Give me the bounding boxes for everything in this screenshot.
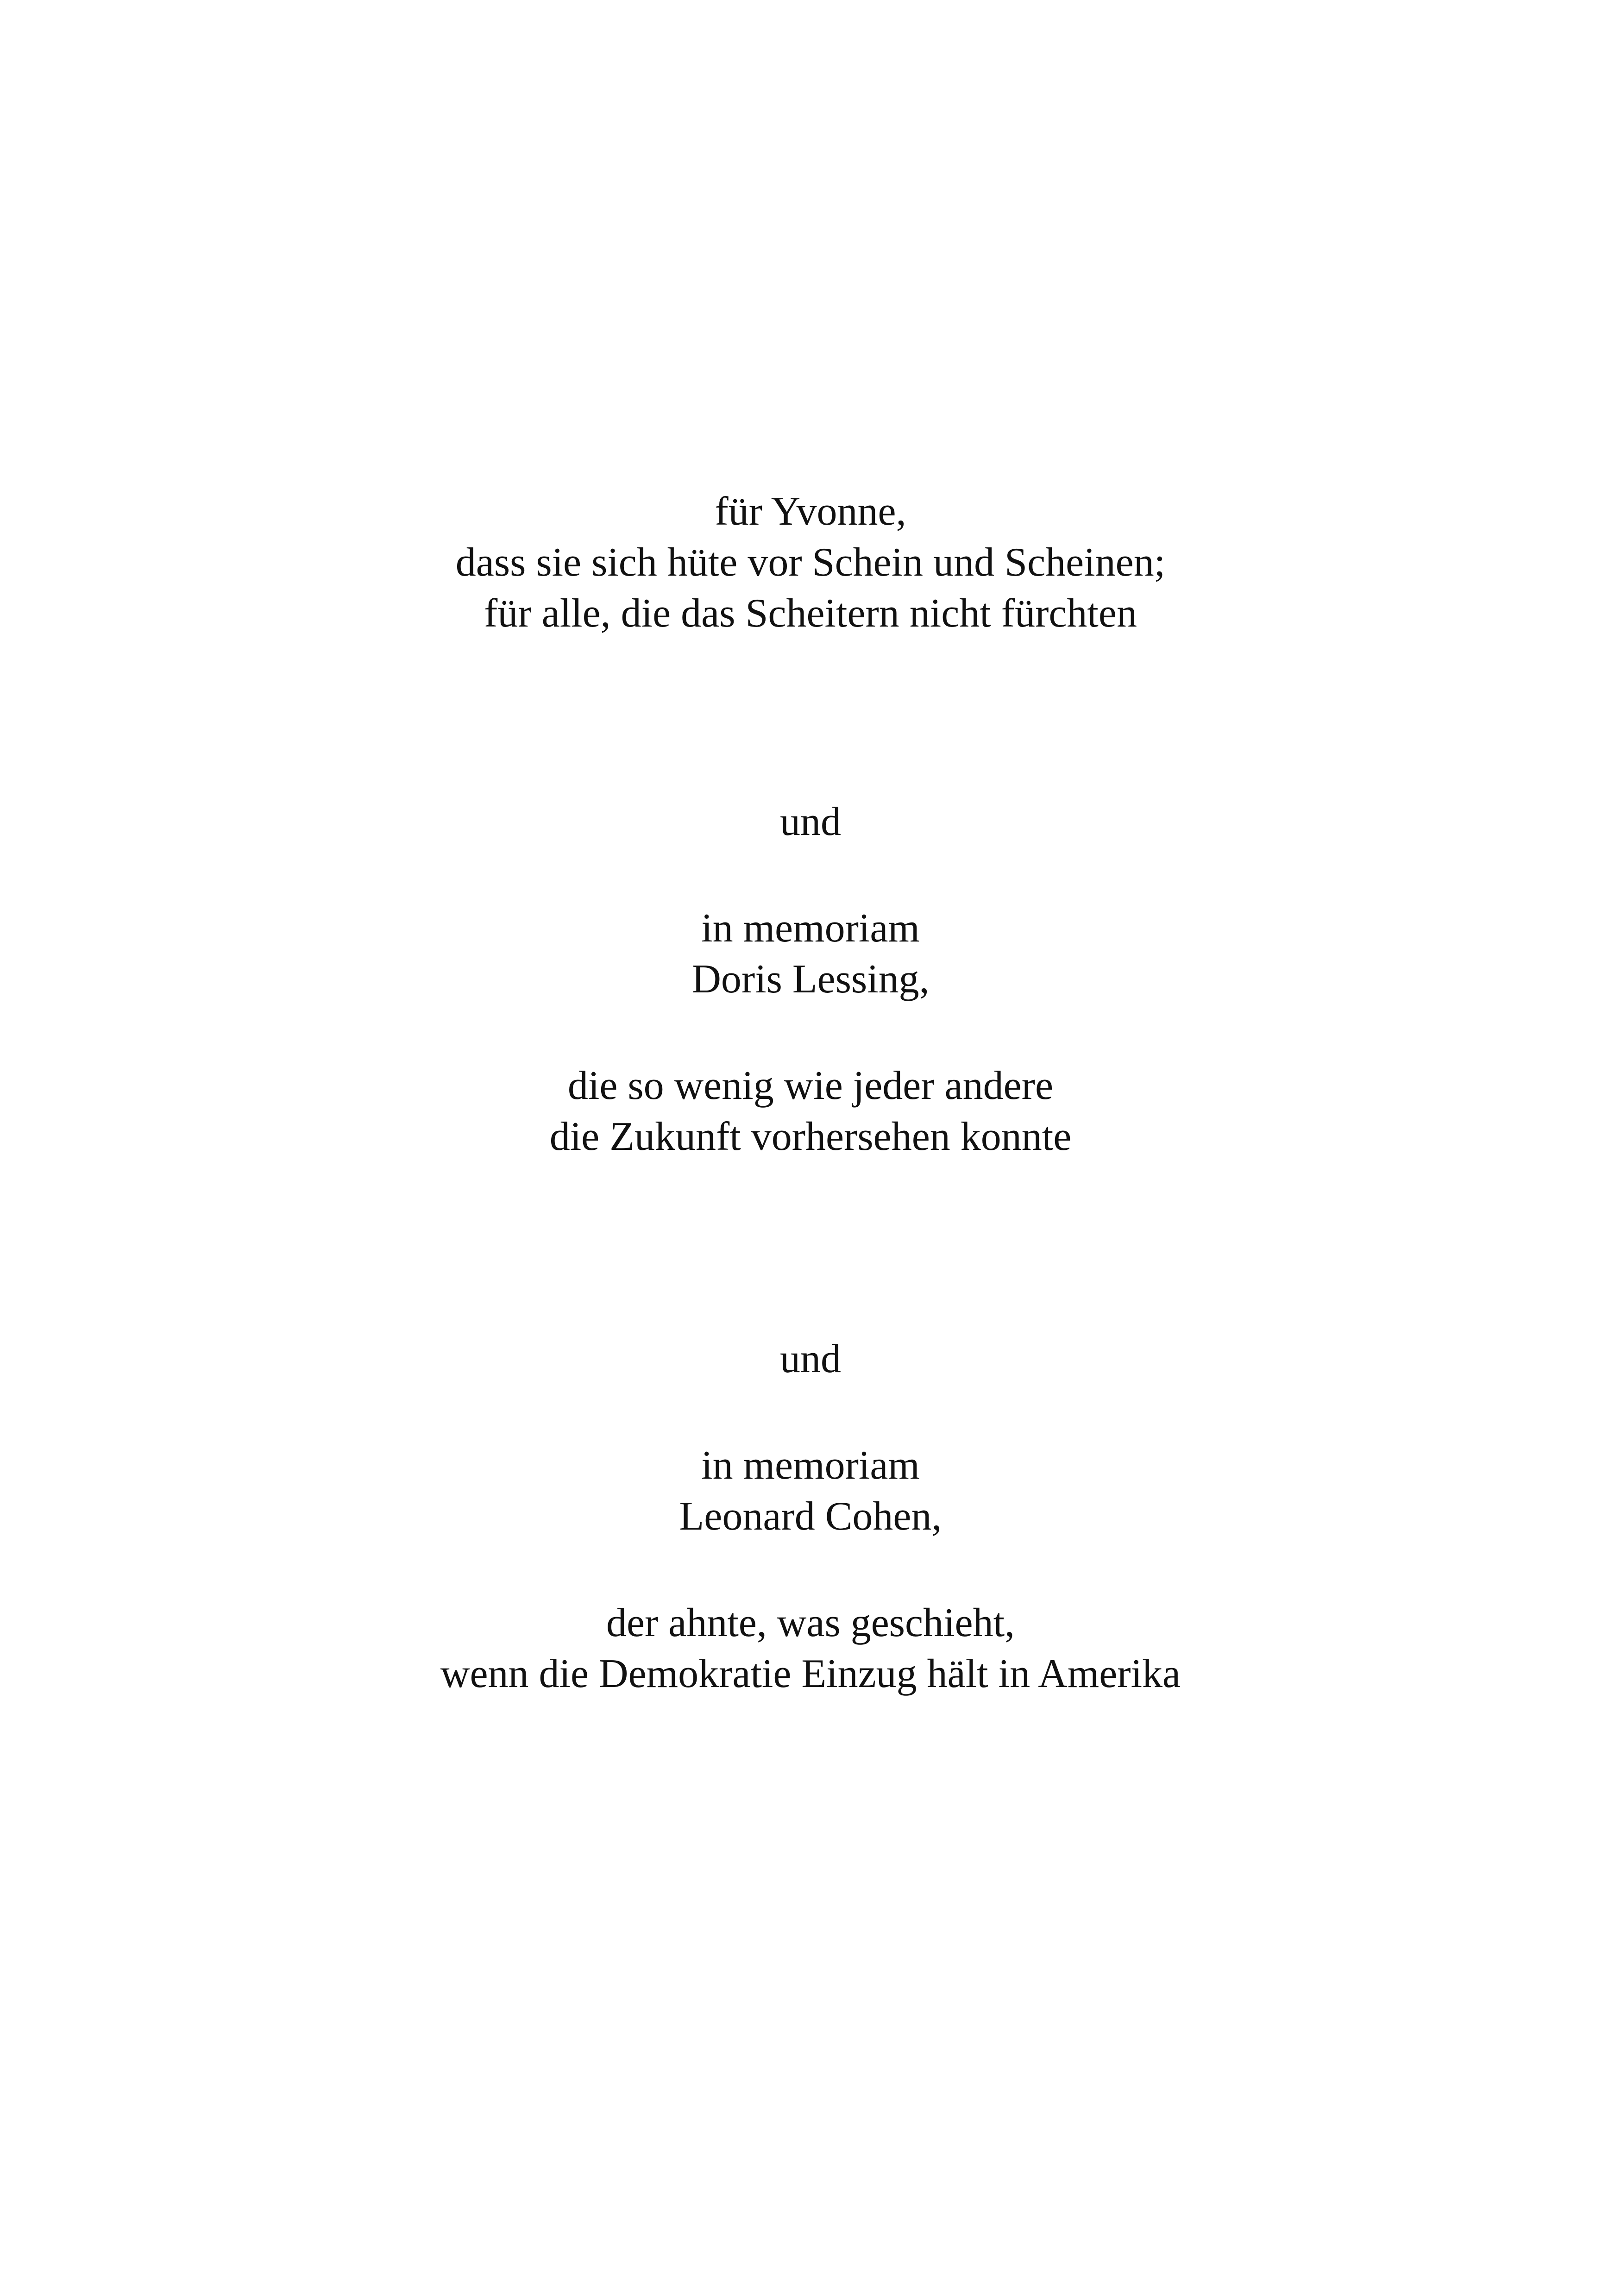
lessing-line-1: die so wenig wie jeder andere	[567, 1063, 1054, 1108]
connector-und-1: und	[780, 799, 841, 844]
dedication-line-yvonne: für Yvonne,	[715, 489, 906, 534]
cohen-line-2: wenn die Demokratie Einzug hält in Amerika	[440, 1651, 1181, 1696]
cohen-line-1: der ahnte, was geschieht,	[606, 1600, 1015, 1645]
name-doris-lessing: Doris Lessing,	[691, 957, 930, 1002]
in-memoriam-lessing: in memoriam	[701, 906, 920, 951]
dedication-line-scheitern: für alle, die das Scheitern nicht fürchten	[484, 591, 1137, 636]
in-memoriam-cohen: in memoriam	[701, 1443, 920, 1488]
name-leonard-cohen: Leonard Cohen,	[679, 1494, 942, 1539]
dedication-line-schein: dass sie sich hüte vor Schein und Scheinen;	[455, 540, 1166, 585]
lessing-line-2: die Zukunft vorhersehen konnte	[549, 1114, 1072, 1159]
connector-und-2: und	[780, 1336, 841, 1381]
